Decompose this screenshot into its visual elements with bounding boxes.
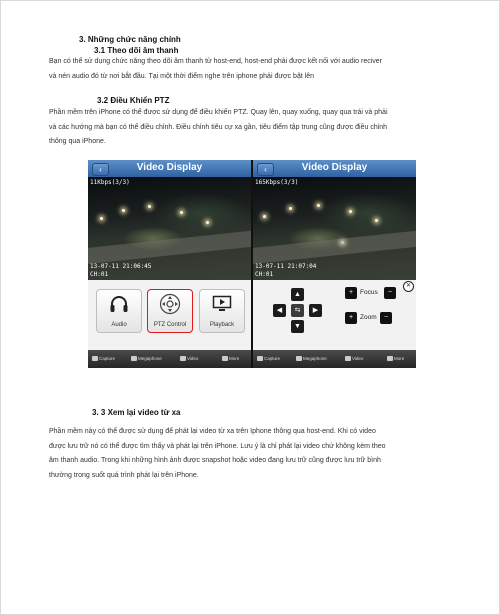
tab-more[interactable]: More [222,350,239,368]
tab-capture[interactable]: Capture [92,350,115,368]
camera-icon [92,356,98,361]
bottom-tab-bar [88,350,251,368]
focus-plus-button[interactable]: + [345,287,357,299]
heading-ptz-control: 3.2 Điều Khiển PTZ [97,96,170,105]
pan-left-button[interactable]: ◀ [273,304,286,317]
heading-main-features: 3. Những chức năng chính [79,35,181,44]
video-feed [88,177,251,280]
audio-button[interactable] [96,289,142,333]
tab-video[interactable]: Video [180,350,198,368]
screen-title: Video Display [301,162,368,173]
ptz-center-button[interactable]: ⇆ [291,304,304,317]
audio-label: Audio [111,322,127,328]
street-lamp [349,210,352,213]
paragraph-audio-monitoring [49,55,382,84]
heading-remote-playback: 3. 3 Xem lại video từ xa [92,408,181,417]
road [88,229,251,265]
tool-panel [88,280,251,350]
tab-megaphone[interactable]: Megaphone [296,350,327,368]
paragraph-ptz-control [49,106,388,150]
tab-more[interactable]: More [387,350,404,368]
tab-megaphone[interactable]: Megaphone [131,350,162,368]
back-button[interactable]: ‹ [92,163,109,176]
focus-label: Focus [360,289,378,296]
ptz-control-button[interactable] [147,289,193,333]
paragraph-remote-playback [49,425,386,483]
tab-capture[interactable]: Capture [257,350,280,368]
street-lamp [180,211,183,214]
street-lamp [148,205,151,208]
video-camera-icon [345,356,351,361]
zoom-out-button[interactable]: − [380,312,392,324]
paragraph-line: Phần mềm trên iPhone có thể được sử dụng để điều khiển PTZ. Quay lên, quay xuống, quay qua trái và phải [49,109,388,116]
street-lamp [317,204,320,207]
close-icon[interactable]: ✕ [403,281,414,292]
phone-screen-right [253,160,416,368]
phone-screen-left [88,160,251,368]
street-lamp [263,215,266,218]
microphone-icon [296,356,302,361]
video-camera-icon [180,356,186,361]
video-feed [253,177,416,280]
tab-video[interactable]: Video [345,350,363,368]
gear-icon [222,356,228,361]
bitrate-overlay: 165Kbps(3/3) [255,179,299,186]
paragraph-line: thường trong suốt quá trình phát lại trên iPhone. [49,471,199,479]
microphone-icon [131,356,137,361]
gear-icon [387,356,393,361]
pan-right-button[interactable]: ▶ [309,304,322,317]
heading-audio-monitoring: 3.1 Theo dõi âm thanh [94,46,179,55]
street-lamp [289,207,292,210]
bitrate-overlay: 11Kbps(3/3) [90,179,130,186]
zoom-in-button[interactable]: + [345,312,357,324]
headphones-icon [109,295,129,313]
pan-down-button[interactable]: ▼ [291,320,304,333]
timestamp-overlay: 13-07-11 21:06:45 [90,263,152,270]
back-button[interactable]: ‹ [257,163,274,176]
screen-title: Video Display [136,162,203,173]
channel-overlay: CH:01 [255,271,274,278]
paragraph-line: được lưu trữ nó có thể được tìm thấy và phát lại trên iPhone. Lưu ý là chỉ phát lại video chứ không kèm theo [49,442,386,450]
ptz-panel [253,280,416,350]
ptz-dpad-icon [159,293,181,315]
paragraph-line: Phần mềm này có thể được sử dụng để phát lại video từ xa trên Iphone thông qua host-end. Khi có video [49,428,376,435]
bottom-tab-bar [253,350,416,368]
playback-label: Playback [209,322,235,328]
paragraph-line: âm thanh audio. Trong khi những hình ảnh được snapshot hoặc video đang lưu trữ cũng được lưu trữ bình [49,457,381,464]
street-lamp [122,209,125,212]
paragraph-line: Bạn có thể sử dụng chức năng theo dõi âm thanh từ host-end, host-end phải được kết nối với audio reciver [49,58,383,65]
street-lamp [100,217,103,220]
focus-minus-button[interactable]: − [384,287,396,299]
street-lamp [375,219,378,222]
playback-button[interactable] [199,289,245,333]
pan-up-button[interactable]: ▲ [291,288,304,301]
ptz-control-label: PTZ Control [153,322,187,328]
timestamp-overlay: 13-07-11 21:07:04 [255,263,317,270]
zoom-label: Zoom [360,314,377,321]
paragraph-line: và các hướng mà bạn có thể điều chỉnh. Điều chỉnh tiêu cự xa gần, tiêu điểm tập trung cũng được điều chỉnh [49,123,388,131]
iphone-screenshots-figure [88,160,416,368]
road [253,229,416,265]
title-bar [253,160,416,178]
channel-overlay: CH:01 [90,271,109,278]
paragraph-line: thông qua iPhone. [49,138,106,145]
title-bar [88,160,251,178]
paragraph-line: và nén audio đó từ nơi bắt đầu. Tại một thời điểm nghe trên iphone phải được bật lên [49,72,315,80]
playback-screen-icon [212,295,232,313]
street-lamp [206,221,209,224]
vehicle-light [341,241,344,244]
camera-icon [257,356,263,361]
